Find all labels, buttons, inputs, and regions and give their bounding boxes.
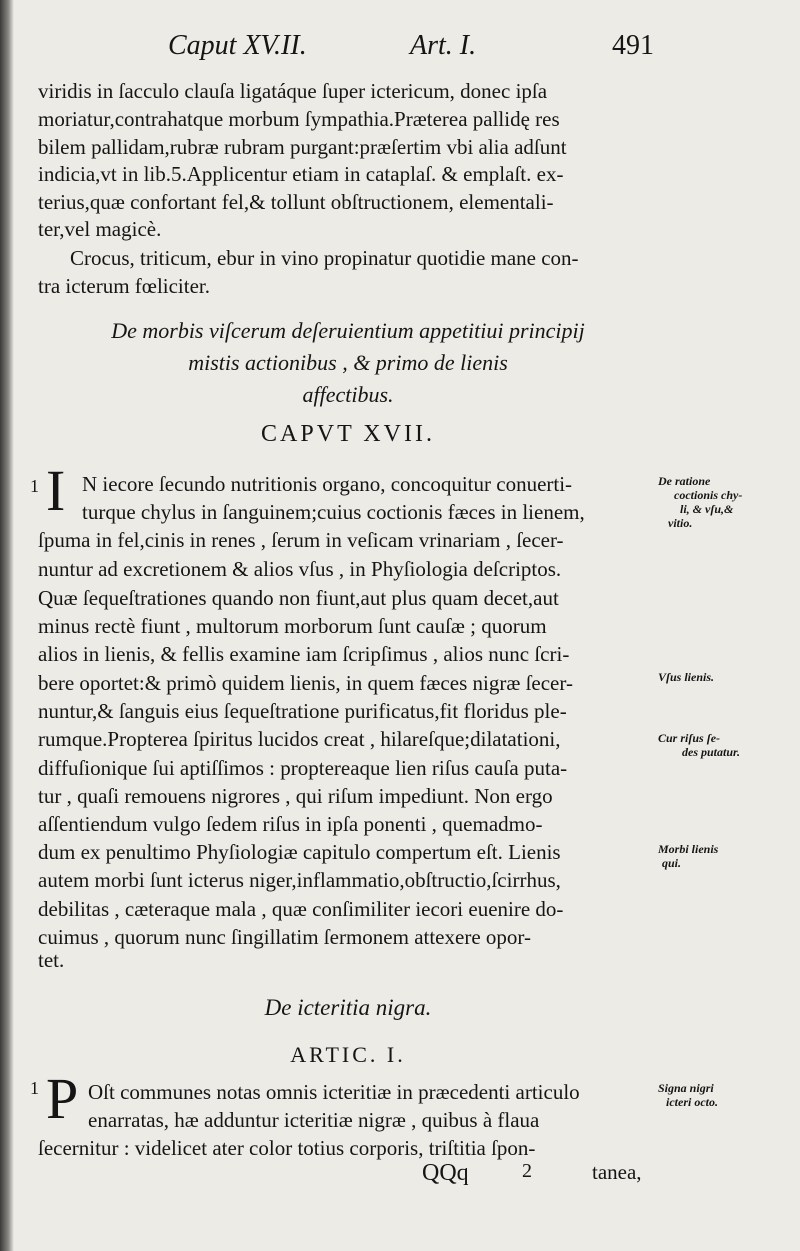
- margin-note-line: li, & vſu,&: [680, 502, 734, 516]
- text-line: moriatur,contrahatque morbum ſympathia.Præterea pallidę res: [38, 107, 560, 131]
- page-number: 491: [612, 30, 654, 61]
- section-title-line: mistis actionibus , & primo de lienis: [188, 350, 508, 375]
- drop-capital: I: [46, 458, 66, 523]
- text-line: ſecernitur : videlicet ater color totius corporis, triſtitia ſpon-: [38, 1136, 536, 1160]
- text-line: turque chylus in ſanguinem;cuius coctionis fæces in lienem,: [82, 500, 585, 524]
- text-line: Oſt communes notas omnis icteritiæ in præcedenti articulo: [88, 1080, 580, 1104]
- signature-number: 2: [522, 1160, 532, 1182]
- margin-note: [658, 670, 788, 684]
- text-line: viridis in ſacculo clauſa ligatáque ſuper ictericum, donec ipſa: [38, 79, 548, 103]
- article-title: ARTIC. I.: [290, 1042, 406, 1067]
- subsection-title: De icteritia nigra.: [264, 995, 432, 1020]
- text-line: nuntur,& ſanguis eius ſequeſtratione purificatus,fit floridus ple-: [38, 699, 567, 723]
- page-gutter-edge: [0, 0, 14, 1251]
- text-line: enarratas, hæ adduntur icteritiæ nigræ , quibus à flaua: [88, 1108, 540, 1132]
- text-line: cuimus , quorum nunc ſingillatim ſermonem attexere opor-: [38, 925, 531, 949]
- header-caput: Caput XV.II.: [168, 30, 307, 61]
- text-line: bilem pallidam,rubræ rubram purgant:præſertim vbi alia adſunt: [38, 135, 567, 159]
- catchword: tanea,: [592, 1160, 642, 1184]
- text-line: Quæ ſequeſtrationes quando non fiunt,aut plus quam decet,aut: [38, 586, 559, 610]
- text-line: ſpuma in fel,cinis in renes , ſerum in veſicam vrinariam , ſecer-: [38, 528, 564, 552]
- text-line: aſſentiendum vulgo ſedem riſus in ipſa ponenti , quemadmo-: [38, 812, 543, 836]
- text-line: rumque.Propterea ſpiritus lucidos creat , hilareſque;dilatationi,: [38, 727, 561, 751]
- margin-note-line: Vſus lienis.: [658, 670, 715, 684]
- margin-note: [658, 1081, 788, 1109]
- text-line: bere oportet:& primò quidem lienis, in quem fæces nigræ ſecer-: [38, 671, 573, 695]
- header-art: Art. I.: [410, 30, 477, 61]
- margin-note-line: Cur riſus ſe-: [658, 731, 721, 745]
- margin-note-line: coctionis chy-: [674, 488, 743, 502]
- text-line: tur , quaſi remouens nigrores , qui riſum impediunt. Non ergo: [38, 784, 553, 808]
- margin-note-line: vitio.: [668, 516, 693, 530]
- section-title-line: De morbis viſcerum deſeruientium appetitiui principij: [111, 318, 585, 343]
- margin-note-line: des putatur.: [682, 745, 741, 759]
- section-title-line: affectibus.: [302, 382, 394, 407]
- text-line: N iecore ſecundo nutritionis organo, concoquitur conuerti-: [82, 472, 573, 496]
- signature-mark: QQq: [422, 1160, 469, 1186]
- running-header: [0, 22, 800, 72]
- paragraph-number: 1: [30, 476, 39, 496]
- margin-note: [658, 842, 788, 870]
- text-line: Crocus, triticum, ebur in vino propinatur quotidie mane con-: [70, 246, 579, 270]
- margin-note-line: Signa nigri: [658, 1081, 714, 1095]
- drop-capital: P: [46, 1066, 79, 1131]
- margin-note: [658, 474, 788, 530]
- text-line: terius,quæ confortant fel,& tollunt obſtructionem, elementali-: [38, 190, 554, 214]
- text-line: diffuſionique ſui aptiſſimos : proptereaque lien riſus cauſa puta-: [38, 756, 568, 780]
- chapter-title: CAPVT XVII.: [261, 421, 435, 447]
- text-line: indicia,vt in lib.5.Applicentur etiam in cataplaſ. & emplaſt. ex-: [38, 162, 564, 186]
- text-line: ter,vel magicè.: [38, 217, 162, 241]
- text-line: debilitas , cæteraque mala , quæ conſimiliter iecori euenire do-: [38, 897, 564, 921]
- margin-note-line: qui.: [662, 856, 682, 870]
- text-line: dum ex penultimo Phyſiologiæ capitulo compertum eſt. Lienis: [38, 840, 561, 864]
- margin-note-line: De ratione: [658, 474, 711, 488]
- text-line: nuntur ad excretionem & alios vſus , in Phyſiologia deſcriptos.: [38, 557, 562, 581]
- paragraph-number: 1: [30, 1078, 39, 1098]
- text-line: minus rectè fiunt , multorum morborum ſunt cauſæ ; quorum: [38, 614, 547, 638]
- text-line: alios in lienis, & fellis examine iam ſcripſimus , alios nunc ſcri-: [38, 642, 570, 666]
- margin-note-line: icteri octo.: [666, 1095, 718, 1109]
- text-line: tet.: [38, 948, 65, 972]
- text-line: autem morbi ſunt icterus niger,inflammatio,obſtructio,ſcirrhus,: [38, 868, 561, 892]
- text-line: tra icterum fœliciter.: [38, 274, 211, 298]
- margin-note-line: Morbi lienis: [658, 842, 719, 856]
- margin-note: [658, 731, 788, 759]
